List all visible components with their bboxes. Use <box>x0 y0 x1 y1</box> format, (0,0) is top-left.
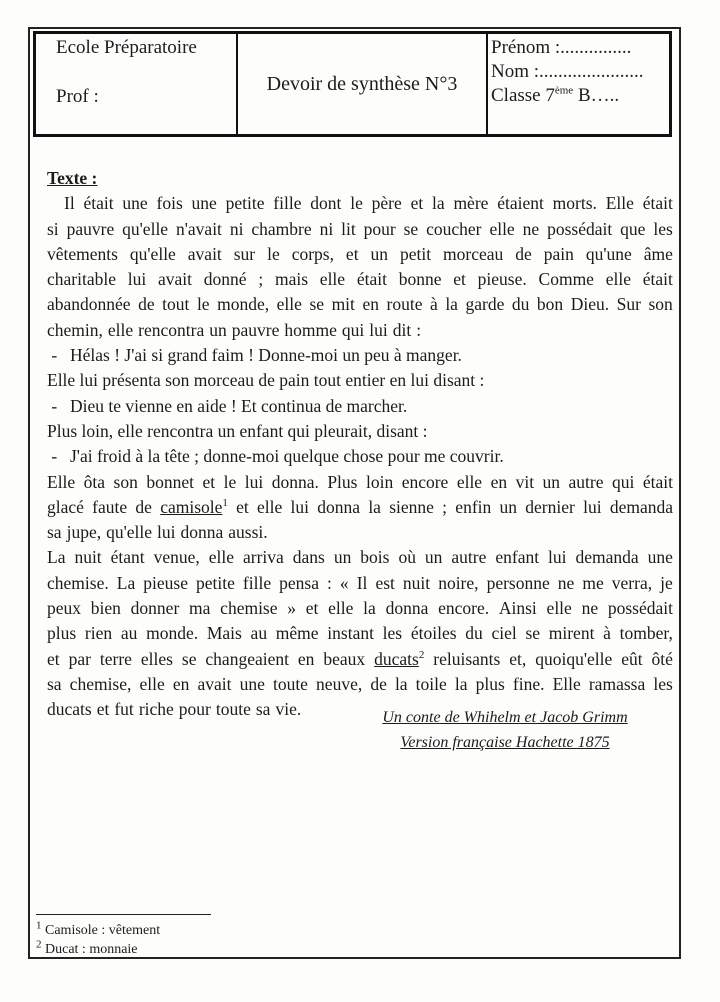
word: et <box>236 496 249 517</box>
word: charitable <box>47 269 116 290</box>
word: dernier <box>525 496 575 517</box>
word: avait <box>197 673 232 694</box>
word: ni <box>229 218 244 239</box>
glossary-word <box>160 495 228 520</box>
word: lui <box>244 471 264 492</box>
word: faute <box>92 496 128 517</box>
dialogue-text: Hélas ! J'ai si grand faim ! Donne-moi un peu à manger. <box>70 345 462 366</box>
word: sa <box>255 699 271 720</box>
word: qu'une <box>585 243 632 264</box>
word: fille <box>273 193 302 214</box>
glossary-term: ducats <box>374 648 419 669</box>
source-edition: Version française Hachette 1875 <box>400 734 610 751</box>
narration-line: Elle lui présenta son morceau de pain tout entier en lui disant : <box>47 370 485 391</box>
word: donna <box>385 598 429 619</box>
word: donna <box>317 496 361 517</box>
word: à <box>603 623 611 644</box>
text-line <box>47 267 673 292</box>
word: qu'elle <box>129 243 176 264</box>
word: corps, <box>291 243 334 264</box>
word: ; <box>258 269 264 290</box>
word: lui <box>548 547 567 568</box>
word: petite <box>225 193 265 214</box>
word: elle <box>489 218 515 239</box>
text-line <box>47 672 673 697</box>
glossary-term: camisole <box>160 496 223 517</box>
word: ne <box>522 218 540 239</box>
word: ; <box>442 496 448 517</box>
word: la <box>368 496 381 517</box>
word: loin <box>365 471 394 492</box>
word: Plus <box>327 471 358 492</box>
word: instant <box>327 623 374 644</box>
word: changeaient <box>205 648 289 669</box>
word: homme <box>284 319 337 340</box>
word: fut <box>114 699 134 720</box>
word: « <box>339 572 349 593</box>
word: qui <box>612 471 635 492</box>
word: sa <box>47 673 62 694</box>
word: donna <box>180 522 224 543</box>
classe-suffix: B….. <box>573 85 620 106</box>
word: Comme <box>538 269 594 290</box>
word: en <box>490 471 508 492</box>
glossary-word <box>374 647 424 672</box>
dialogue-line <box>47 343 673 368</box>
word: ducats <box>47 699 92 720</box>
word: Sur <box>616 294 641 315</box>
word: rencontra <box>138 319 205 340</box>
word: eût <box>621 648 643 669</box>
word: étant <box>110 547 145 568</box>
word: aussi. <box>228 522 268 543</box>
classe-sup: ème <box>554 84 574 97</box>
word: beaux <box>323 648 366 669</box>
word: dans <box>292 547 325 568</box>
word: en <box>362 294 379 315</box>
word: chambre <box>251 218 312 239</box>
word: Elle <box>605 193 634 214</box>
word: elle <box>208 547 235 568</box>
word: toile <box>415 673 447 694</box>
word: pauvre <box>66 218 115 239</box>
word: glacé <box>47 496 84 517</box>
footnote-rule <box>36 914 211 915</box>
word: une <box>122 193 148 214</box>
word: : <box>416 319 422 340</box>
school-cell <box>36 34 238 134</box>
dialogue-text: J'ai froid à la tête ; donne-moi quelque chose pour me couvrir. <box>70 446 504 467</box>
word: pensa <box>279 572 319 593</box>
word: noire, <box>438 572 479 593</box>
word: le <box>223 471 237 492</box>
word: le <box>350 193 363 214</box>
word: était <box>642 471 673 492</box>
word: elle <box>546 598 572 619</box>
reading-text <box>47 166 673 723</box>
word: tout <box>162 294 190 315</box>
word: au <box>250 623 268 644</box>
word: vêtements <box>47 243 118 264</box>
word: route <box>386 294 423 315</box>
word: où <box>398 547 416 568</box>
dialogue-dash: - <box>47 345 58 366</box>
word: qu'elle <box>122 218 169 239</box>
source-author: Un conte de Whihelm et Jacob Grimm <box>382 709 628 726</box>
word: la <box>394 673 408 694</box>
footnote-ref: 2 <box>418 648 425 661</box>
text-line <box>47 596 673 621</box>
word: » <box>287 598 297 619</box>
word: la <box>432 193 445 214</box>
word: Elle <box>552 673 581 694</box>
word: enfant <box>495 547 540 568</box>
word: du <box>465 623 483 644</box>
word: de <box>370 673 387 694</box>
word: Ainsi <box>498 598 537 619</box>
word: reluisants <box>433 648 501 669</box>
word: de <box>515 243 532 264</box>
word: enfin <box>455 496 492 517</box>
word: en <box>172 673 190 694</box>
word: chemise. <box>47 572 109 593</box>
text-line-ducats <box>47 647 673 672</box>
word: au <box>120 623 138 644</box>
text-line <box>47 520 673 545</box>
word: je <box>660 572 673 593</box>
word: jupe, <box>66 522 102 543</box>
word: Il <box>64 193 75 214</box>
word: mit <box>331 294 355 315</box>
word: petit <box>399 243 432 264</box>
word: par <box>68 648 91 669</box>
word: venue, <box>153 547 200 568</box>
footnote-number: 1 <box>36 919 42 932</box>
word: toute <box>215 699 251 720</box>
word: ma <box>189 598 211 619</box>
word: abandonnée <box>47 294 131 315</box>
word: possédait <box>607 598 673 619</box>
word: demanda <box>575 547 639 568</box>
word: une <box>647 547 673 568</box>
word: fine. <box>512 673 545 694</box>
word: Mais <box>206 623 242 644</box>
word: se <box>181 648 197 669</box>
word: chemise <box>220 598 278 619</box>
word: morts. <box>552 193 597 214</box>
prenom-field[interactable]: Prénom :............... <box>491 37 632 58</box>
word: me <box>582 572 604 593</box>
word: si <box>47 218 59 239</box>
word: le <box>196 294 210 315</box>
nom-field[interactable]: Nom :...................... <box>491 61 644 82</box>
word: autre <box>568 471 604 492</box>
word: ciel <box>491 623 517 644</box>
word: et <box>305 598 319 619</box>
word: les <box>653 673 673 694</box>
word: garde <box>465 294 505 315</box>
word: est <box>375 572 395 593</box>
word: Il <box>356 572 368 593</box>
word: était <box>642 269 673 290</box>
word: possédait <box>547 218 613 239</box>
word: étoiles <box>410 623 457 644</box>
footnote-text: Camisole : vêtement <box>45 923 161 938</box>
word: la <box>454 673 468 694</box>
word: vie. <box>275 699 302 720</box>
dialogue-dash: - <box>47 395 58 416</box>
word: un <box>424 547 443 568</box>
student-info-cell <box>488 34 669 134</box>
word: riche <box>138 699 174 720</box>
word: se <box>403 218 419 239</box>
word: plus <box>47 623 77 644</box>
word: qui <box>341 319 365 340</box>
word: père <box>371 193 402 214</box>
word: donna. <box>271 471 319 492</box>
word: n'avait <box>176 218 222 239</box>
word: un <box>370 243 389 264</box>
word: était <box>356 269 387 290</box>
word: toute <box>272 673 308 694</box>
word: La <box>116 572 136 593</box>
word: un <box>333 547 352 568</box>
word: son <box>113 471 138 492</box>
word: et <box>345 243 359 264</box>
text-heading: Texte : <box>47 168 98 188</box>
word: et <box>47 648 60 669</box>
word: bonnet <box>146 471 194 492</box>
dialogue-dash: - <box>47 446 58 467</box>
exam-title: Devoir de synthèse N°3 <box>266 72 458 95</box>
word: et <box>202 471 216 492</box>
word: lui <box>290 496 310 517</box>
word: lui <box>583 496 602 517</box>
word: lit <box>341 218 356 239</box>
narration-line: Plus loin, elle rencontra un enfant qui pleurait, disant : <box>47 420 428 441</box>
word: et <box>96 699 110 720</box>
word: en <box>297 648 315 669</box>
word: Elle <box>47 471 76 492</box>
exam-header <box>33 31 672 137</box>
word: chemin, <box>47 319 103 340</box>
word: demanda <box>609 496 673 517</box>
word: elle <box>107 319 134 340</box>
word: sienne <box>389 496 434 517</box>
word: donné <box>203 269 247 290</box>
word: un <box>209 319 227 340</box>
word: lui <box>369 319 388 340</box>
text-line <box>47 571 673 596</box>
text-line <box>47 470 673 495</box>
word: donner <box>130 598 180 619</box>
word: elle <box>328 598 354 619</box>
word: autre <box>451 547 487 568</box>
word: la <box>445 294 458 315</box>
word: elles <box>140 648 173 669</box>
word: ne <box>581 598 599 619</box>
word: dit <box>392 319 412 340</box>
word: arriva <box>243 547 284 568</box>
exam-title-cell <box>238 34 488 134</box>
word: ni <box>319 218 334 239</box>
word: un <box>499 496 518 517</box>
word: monde. <box>146 623 199 644</box>
word: ne <box>557 572 575 593</box>
word: ôta <box>83 471 106 492</box>
word: sur <box>233 243 256 264</box>
word: même <box>275 623 319 644</box>
word: mirent <box>548 623 595 644</box>
word: de <box>135 496 152 517</box>
word: bois <box>360 547 390 568</box>
word: avait <box>158 269 193 290</box>
word: pour <box>178 699 211 720</box>
word: plus <box>475 673 505 694</box>
word: les <box>653 218 673 239</box>
word: elle <box>319 269 346 290</box>
word: se <box>309 294 325 315</box>
word: elle <box>257 496 283 517</box>
word: elle <box>139 673 165 694</box>
word: qu'elle <box>106 522 153 543</box>
word: petite <box>196 572 235 593</box>
word: lui <box>127 269 147 290</box>
word: se <box>525 623 541 644</box>
text-line <box>47 217 673 242</box>
text-line <box>47 191 673 216</box>
word: et <box>410 193 424 214</box>
word: verra, <box>611 572 653 593</box>
word: chemise, <box>69 673 132 694</box>
footnote-ref: 1 <box>222 497 228 510</box>
word: le <box>267 243 280 264</box>
word: la <box>363 598 376 619</box>
dialogue-line <box>47 444 673 469</box>
word: une <box>239 673 265 694</box>
word: vit <box>515 471 535 492</box>
word: neuve, <box>316 673 363 694</box>
word: quoiqu'elle <box>535 648 613 669</box>
word: ôté <box>651 648 673 669</box>
word: son <box>648 294 673 315</box>
footnote-1 <box>36 919 161 939</box>
word: mais <box>274 269 309 290</box>
text-line <box>47 318 673 343</box>
word: et, <box>509 648 527 669</box>
text-line <box>47 292 673 317</box>
word: nuit <box>74 547 102 568</box>
word: pieuse. <box>477 269 527 290</box>
word: du <box>511 294 530 315</box>
word: une <box>191 193 217 214</box>
word: tomber, <box>619 623 673 644</box>
word: encore. <box>438 598 490 619</box>
dialogue-text: Dieu te vienne en aide ! Et continua de marcher. <box>70 395 408 416</box>
dialogue-line <box>47 394 673 419</box>
word: encore <box>401 471 449 492</box>
text-line <box>47 621 673 646</box>
word: elle <box>276 294 302 315</box>
word: à <box>430 294 438 315</box>
word: rien <box>84 623 113 644</box>
footnote-text: Ducat : monnaie <box>45 942 138 957</box>
word: elle <box>605 269 631 290</box>
word: était <box>642 193 673 214</box>
word: bien <box>90 598 121 619</box>
word: La <box>47 547 66 568</box>
word: peux <box>47 598 82 619</box>
word: de <box>138 294 155 315</box>
word: elle <box>456 471 483 492</box>
word: terre <box>99 648 132 669</box>
word: bonne <box>398 269 442 290</box>
word: lui <box>157 522 176 543</box>
word: coucher <box>426 218 482 239</box>
classe-field[interactable] <box>491 84 669 108</box>
school-name: Ecole Préparatoire <box>56 37 197 58</box>
word: Dieu. <box>570 294 610 315</box>
word: était <box>83 193 114 214</box>
word: fois <box>156 193 183 214</box>
word: pour <box>363 218 396 239</box>
footnote-2 <box>36 938 138 958</box>
word: pieuse <box>143 572 188 593</box>
word: morceau <box>443 243 504 264</box>
word: personne <box>486 572 550 593</box>
word: avait <box>187 243 222 264</box>
word: bon <box>536 294 564 315</box>
word: : <box>327 572 332 593</box>
word: nuit <box>402 572 431 593</box>
text-line <box>47 242 673 267</box>
word: fille <box>242 572 272 593</box>
word: et <box>453 269 466 290</box>
word: que <box>620 218 646 239</box>
classe-prefix: Classe 7 <box>491 85 555 106</box>
word: pain <box>543 243 574 264</box>
word: sa <box>47 522 62 543</box>
word: pauvre <box>231 319 280 340</box>
prof-label: Prof : <box>56 86 99 107</box>
word: un <box>542 471 561 492</box>
word: les <box>382 623 403 644</box>
word: étaient <box>497 193 544 214</box>
word: mère <box>453 193 489 214</box>
text-line <box>47 545 673 570</box>
word: monde, <box>217 294 270 315</box>
word: ramassa <box>588 673 646 694</box>
word: dont <box>310 193 342 214</box>
word: âme <box>643 243 673 264</box>
footnote-number: 2 <box>36 938 42 951</box>
text-line-camisole <box>47 495 673 520</box>
